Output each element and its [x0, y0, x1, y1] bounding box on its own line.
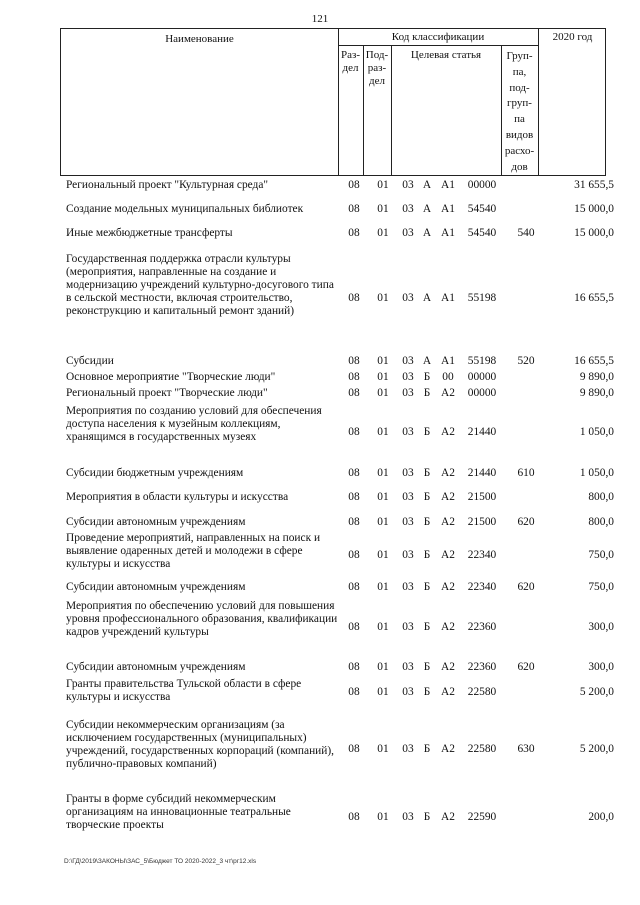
row-subsection: 01 — [377, 743, 389, 755]
header-subsection: Под- раз- дел — [365, 49, 389, 87]
row-target-code-2: Б — [423, 621, 431, 633]
row-target-code-1: 03 — [402, 203, 414, 215]
row-expense-group: 540 — [517, 227, 535, 239]
row-target-code-2: Б — [423, 491, 431, 503]
row-name: Субсидии автономным учреждениям — [66, 661, 246, 673]
row-subsection: 01 — [377, 292, 389, 304]
row-target-code-4: 00000 — [467, 179, 497, 191]
row-target-code-4: 22340 — [467, 549, 497, 561]
row-target-code-1: 03 — [402, 371, 414, 383]
row-target-code-2: Б — [423, 371, 431, 383]
row-amount: 16 655,5 — [574, 292, 614, 304]
row-subsection: 01 — [377, 686, 389, 698]
header-name: Наименование — [165, 33, 234, 45]
row-target-code-3: А2 — [441, 467, 455, 479]
row-amount: 5 200,0 — [579, 686, 614, 698]
row-target-code-1: 03 — [402, 467, 414, 479]
row-name: Субсидии бюджетным учреждениям — [66, 467, 244, 479]
row-target-code-3: А2 — [441, 811, 455, 823]
col-divider — [538, 29, 539, 175]
row-amount: 800,0 — [588, 491, 614, 503]
row-section: 08 — [348, 179, 360, 191]
row-target-code-4: 21500 — [467, 516, 497, 528]
row-name: Иные межбюджетные трансферты — [66, 227, 233, 239]
row-subsection: 01 — [377, 621, 389, 633]
row-target-code-3: А1 — [441, 179, 455, 191]
row-name: Государственная поддержка отрасли культуры (мероприятия, направленные на создание и модернизацию учреждений культурно-досугового типа в сельской местности, включая строительство, реконструкцию и капитальный ремонт зданий) — [66, 253, 334, 317]
row-target-code-2: Б — [423, 686, 431, 698]
header-year: 2020 год — [552, 31, 593, 43]
row-name: Проведение мероприятий, направленных на поиск и выявление одаренных детей и молодежи в сфере культуры и искусства — [66, 532, 321, 570]
row-section: 08 — [348, 743, 360, 755]
row-name: Гранты правительства Тульской области в сфере культуры и искусства — [66, 678, 302, 703]
row-target-code-2: А — [422, 292, 432, 304]
row-subsection: 01 — [377, 811, 389, 823]
row-target-code-1: 03 — [402, 516, 414, 528]
row-target-code-2: Б — [423, 467, 431, 479]
row-target-code-4: 22360 — [467, 661, 497, 673]
row-section: 08 — [348, 516, 360, 528]
row-subsection: 01 — [377, 387, 389, 399]
row-target-code-1: 03 — [402, 549, 414, 561]
col-divider — [391, 45, 392, 175]
row-target-code-1: 03 — [402, 686, 414, 698]
row-expense-group: 620 — [517, 661, 535, 673]
row-target-code-1: 03 — [402, 581, 414, 593]
row-target-code-1: 03 — [402, 292, 414, 304]
row-target-code-3: 00 — [442, 371, 454, 383]
row-amount: 15 000,0 — [574, 203, 614, 215]
row-section: 08 — [348, 811, 360, 823]
row-target-code-4: 21440 — [467, 426, 497, 438]
row-name: Мероприятия по обеспечению условий для повышения уровня профессионального образования, квалификации кадров учреждений культуры — [66, 600, 338, 638]
row-expense-group: 630 — [517, 743, 535, 755]
row-expense-group: 620 — [517, 581, 535, 593]
row-target-code-2: Б — [423, 811, 431, 823]
row-section: 08 — [348, 621, 360, 633]
row-amount: 31 655,5 — [574, 179, 614, 191]
row-target-code-3: А2 — [441, 549, 455, 561]
row-section: 08 — [348, 371, 360, 383]
row-amount: 750,0 — [588, 581, 614, 593]
row-section: 08 — [348, 661, 360, 673]
table-header — [60, 28, 606, 176]
row-name: Субсидии — [66, 355, 114, 367]
row-section: 08 — [348, 355, 360, 367]
row-amount: 200,0 — [588, 811, 614, 823]
row-section: 08 — [348, 581, 360, 593]
row-target-code-2: Б — [423, 661, 431, 673]
row-target-code-1: 03 — [402, 227, 414, 239]
row-target-code-1: 03 — [402, 179, 414, 191]
row-name: Субсидии автономным учреждениям — [66, 516, 246, 528]
row-section: 08 — [348, 292, 360, 304]
row-amount: 16 655,5 — [574, 355, 614, 367]
row-target-code-1: 03 — [402, 426, 414, 438]
row-subsection: 01 — [377, 203, 389, 215]
row-target-code-1: 03 — [402, 491, 414, 503]
row-subsection: 01 — [377, 426, 389, 438]
row-expense-group: 520 — [517, 355, 535, 367]
row-target-code-3: А1 — [441, 292, 455, 304]
row-target-code-4: 00000 — [467, 371, 497, 383]
row-amount: 9 890,0 — [579, 387, 614, 399]
row-name: Субсидии автономным учреждениям — [66, 581, 246, 593]
header-expense-group: Груп- па, под- груп- па видов расхо- дов — [504, 50, 535, 173]
row-name: Региональный проект "Культурная среда" — [66, 179, 269, 191]
row-target-code-2: Б — [423, 387, 431, 399]
row-target-code-3: А2 — [441, 686, 455, 698]
row-target-code-3: А2 — [441, 743, 455, 755]
row-subsection: 01 — [377, 467, 389, 479]
row-target-code-4: 54540 — [467, 203, 497, 215]
page-number: 121 — [311, 13, 329, 25]
row-name: Субсидии некоммерческим организациям (за исключением государственных (муниципальных) учреждений, государственных корпораций (компаний), публично-правовых компаний) — [66, 719, 335, 770]
row-target-code-2: А — [422, 179, 432, 191]
row-amount: 800,0 — [588, 516, 614, 528]
row-target-code-4: 55198 — [467, 292, 497, 304]
row-target-code-3: А1 — [441, 203, 455, 215]
row-name: Мероприятия в области культуры и искусства — [66, 491, 289, 503]
row-subsection: 01 — [377, 661, 389, 673]
row-name: Основное мероприятие "Творческие люди" — [66, 371, 276, 383]
row-amount: 5 200,0 — [579, 743, 614, 755]
row-amount: 300,0 — [588, 621, 614, 633]
row-amount: 1 050,0 — [579, 467, 614, 479]
row-amount: 15 000,0 — [574, 227, 614, 239]
row-target-code-3: А2 — [441, 581, 455, 593]
row-target-code-2: Б — [423, 549, 431, 561]
row-target-code-4: 21500 — [467, 491, 497, 503]
row-target-code-2: Б — [423, 581, 431, 593]
header-target-article: Целевая статья — [410, 49, 482, 61]
row-target-code-3: А2 — [441, 621, 455, 633]
row-amount: 750,0 — [588, 549, 614, 561]
row-amount: 9 890,0 — [579, 371, 614, 383]
row-target-code-4: 21440 — [467, 467, 497, 479]
row-target-code-4: 22590 — [467, 811, 497, 823]
header-classification: Код классификации — [391, 31, 485, 43]
row-target-code-3: А1 — [441, 227, 455, 239]
row-target-code-4: 22580 — [467, 686, 497, 698]
row-expense-group: 610 — [517, 467, 535, 479]
row-target-code-3: А2 — [441, 516, 455, 528]
row-target-code-2: А — [422, 355, 432, 367]
row-target-code-4: 55198 — [467, 355, 497, 367]
row-target-code-4: 22580 — [467, 743, 497, 755]
row-subsection: 01 — [377, 581, 389, 593]
row-name: Мероприятия по созданию условий для обеспечения доступа населения к музейным коллекциям, хранящимся в государственных музеях — [66, 405, 322, 443]
row-subsection: 01 — [377, 371, 389, 383]
row-section: 08 — [348, 426, 360, 438]
row-target-code-1: 03 — [402, 661, 414, 673]
row-target-code-4: 22360 — [467, 621, 497, 633]
row-subsection: 01 — [377, 516, 389, 528]
row-target-code-2: Б — [423, 426, 431, 438]
row-subsection: 01 — [377, 179, 389, 191]
row-target-code-1: 03 — [402, 355, 414, 367]
row-target-code-3: А2 — [441, 491, 455, 503]
row-subsection: 01 — [377, 355, 389, 367]
row-section: 08 — [348, 467, 360, 479]
row-target-code-4: 00000 — [467, 387, 497, 399]
file-path: D:\ГД\2019\ЗАКОНЫ\ЗАС_5\Бюджет ТО 2020-2022_3 чт\рг12.xls — [64, 858, 257, 865]
row-section: 08 — [348, 203, 360, 215]
row-name: Региональный проект "Творческие люди" — [66, 387, 268, 399]
row-target-code-2: А — [422, 203, 432, 215]
row-target-code-3: А2 — [441, 426, 455, 438]
row-divider — [338, 45, 538, 46]
row-target-code-3: А2 — [441, 387, 455, 399]
row-target-code-1: 03 — [402, 387, 414, 399]
row-target-code-2: Б — [423, 516, 431, 528]
row-amount: 1 050,0 — [579, 426, 614, 438]
row-name: Гранты в форме субсидий некоммерческим организациям на инновационные театральные творческие проекты — [66, 793, 291, 831]
row-target-code-3: А2 — [441, 661, 455, 673]
header-section: Раз- дел — [340, 49, 360, 74]
row-target-code-1: 03 — [402, 743, 414, 755]
row-amount: 300,0 — [588, 661, 614, 673]
row-target-code-3: А1 — [441, 355, 455, 367]
row-target-code-4: 22340 — [467, 581, 497, 593]
row-subsection: 01 — [377, 549, 389, 561]
row-target-code-1: 03 — [402, 621, 414, 633]
row-target-code-2: Б — [423, 743, 431, 755]
row-target-code-4: 54540 — [467, 227, 497, 239]
row-section: 08 — [348, 491, 360, 503]
row-section: 08 — [348, 686, 360, 698]
row-expense-group: 620 — [517, 516, 535, 528]
row-section: 08 — [348, 549, 360, 561]
row-section: 08 — [348, 227, 360, 239]
row-target-code-1: 03 — [402, 811, 414, 823]
row-target-code-2: А — [422, 227, 432, 239]
row-subsection: 01 — [377, 227, 389, 239]
row-section: 08 — [348, 387, 360, 399]
row-subsection: 01 — [377, 491, 389, 503]
row-name: Создание модельных муниципальных библиотек — [66, 203, 304, 215]
